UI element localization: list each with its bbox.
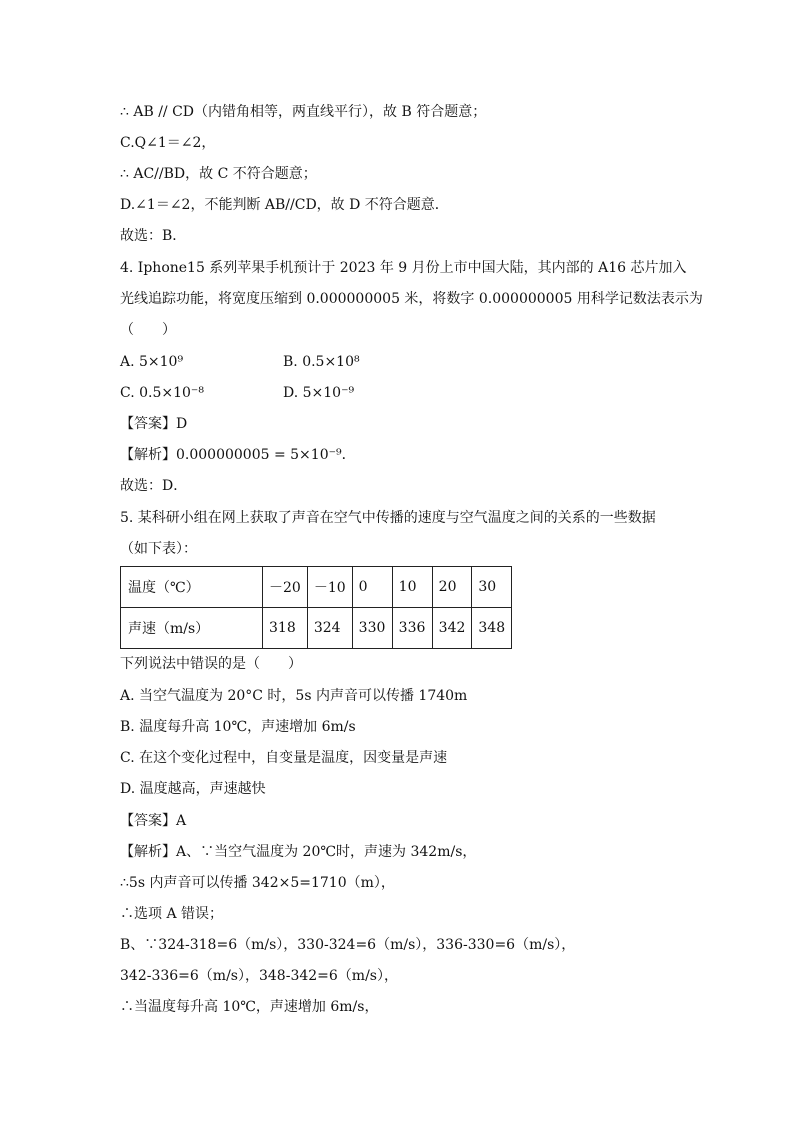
question-4-option-c: C. 0.5×10⁻⁸ (120, 385, 204, 401)
table-cell: 30 (472, 567, 512, 608)
question-5-option-d: D. 温度越高，声速越快 (120, 781, 266, 797)
question-4-paren: （ ） (120, 322, 176, 338)
solution-line-b-parallel: ∴ AB // CD（内错角相等，两直线平行），故 B 符合题意； (120, 104, 487, 120)
question-5-analysis-1: 【解析】A、∵当空气温度为 20℃时，声速为 342m/s， (120, 844, 477, 860)
question-5-analysis-5: 342-336=6（m/s），348-342=6（m/s）， (120, 968, 398, 984)
table-header-speed: 声速（m/s） (121, 608, 263, 649)
question-5-prompt: 下列说法中错误的是（ ） (120, 656, 302, 672)
table-cell: 10 (392, 567, 432, 608)
table-cell: 20 (432, 567, 472, 608)
table-cell: 318 (263, 608, 308, 649)
table-cell: 330 (352, 608, 392, 649)
question-4-choose: 故选：D． (120, 478, 188, 494)
temperature-speed-table (120, 566, 512, 649)
question-4-option-b: B. 0.5×10⁸ (283, 354, 360, 370)
table-row-temperature (121, 567, 512, 608)
table-cell: 0 (352, 567, 392, 608)
question-5-option-b: B. 温度每升高 10℃，声速增加 6m/s (120, 719, 356, 735)
table-row-speed (121, 608, 512, 649)
solution-line-c-given: C.Q∠1＝∠2， (120, 135, 216, 151)
question-4-option-a: A. 5×10⁹ (120, 354, 184, 370)
question-5-analysis-2: ∴5s 内声音可以传播 342×5=1710（m）， (120, 875, 395, 891)
question-4-line-1: 4. Iphone15 系列苹果手机预计于 2023 年 9 月份上市中国大陆，其内部的 A16 芯片加入 (120, 260, 687, 276)
table-cell: 324 (307, 608, 352, 649)
question-4-option-d: D. 5×10⁻⁹ (283, 385, 355, 401)
question-5-analysis-6: ∴当温度每升高 10℃，声速增加 6m/s， (120, 999, 379, 1015)
question-4-line-2: 光线追踪功能，将宽度压缩到 0.000000005 米，将数字 0.000000005 用科学记数法表示为 (120, 291, 703, 307)
table-cell: －10 (307, 567, 352, 608)
question-5-analysis-4: B、∵324-318=6（m/s），330-324=6（m/s），336-330=6（m/s）， (120, 937, 576, 953)
question-5-line-2: （如下表）： (120, 541, 197, 557)
table-cell: －20 (263, 567, 308, 608)
question-5-line-1: 5. 某科研小组在网上获取了声音在空气中传播的速度与空气温度之间的关系的一些数据 (120, 510, 656, 526)
question-4-answer: 【答案】D (120, 416, 188, 432)
table-cell: 348 (472, 608, 512, 649)
question-5-option-c: C. 在这个变化过程中，自变量是温度，因变量是声速 (120, 750, 448, 766)
choice-line-b: 故选：B． (120, 228, 187, 244)
question-5-analysis-3: ∴选项 A 错误； (120, 906, 224, 922)
table-cell: 336 (392, 608, 432, 649)
solution-line-d: D.∠1＝∠2，不能判断 AB//CD，故 D 不符合题意． (120, 197, 449, 213)
question-4-analysis: 【解析】0.000000005 = 5×10⁻⁹． (120, 447, 356, 463)
table-cell: 342 (432, 608, 472, 649)
solution-line-c-result: ∴ AC//BD，故 C 不符合题意； (120, 166, 317, 182)
question-5-option-a: A. 当空气温度为 20°C 时，5s 内声音可以传播 1740m (120, 688, 468, 704)
question-5-answer: 【答案】A (120, 813, 187, 829)
table-header-temperature: 温度（℃） (121, 567, 263, 608)
